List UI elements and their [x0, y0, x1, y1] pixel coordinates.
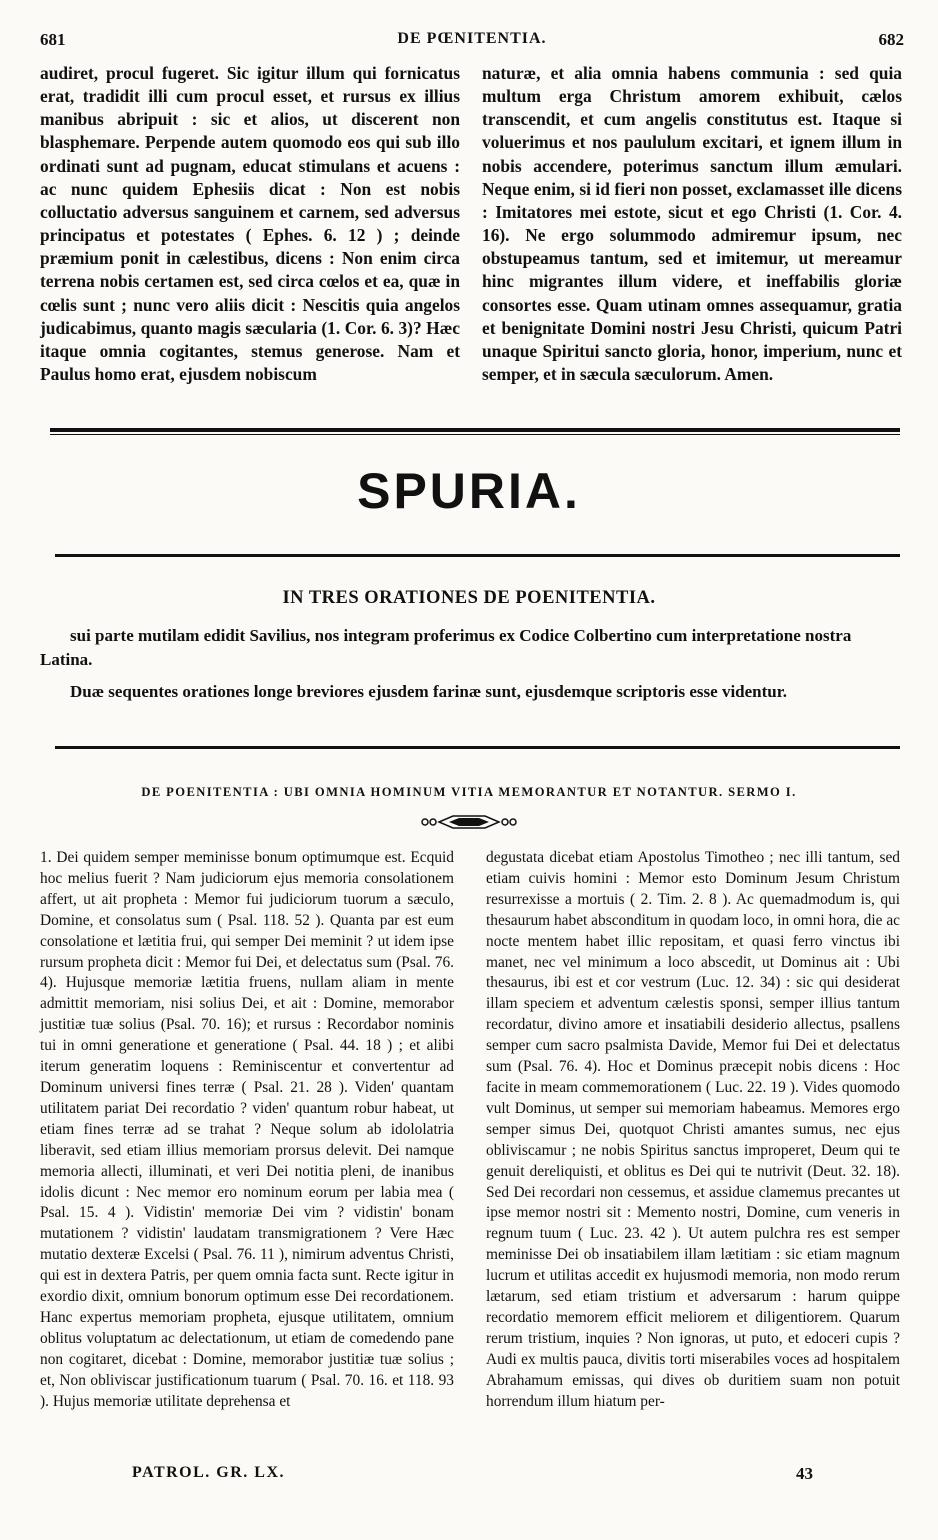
section-title: SPURIA. — [357, 463, 581, 519]
section-rule-bottom — [55, 746, 900, 749]
running-title: DE PŒNITENTIA. — [397, 30, 547, 47]
top-right-paragraph: naturæ, et alia omnia habens communia : sed quia multum erga Christum amorem exhibuit, cælos transcendit, et cum angelis constitutus est. Itaque si voluerimus et nos paululum excitari, et ignem illum in nobis accendere, poterimus sanctum illum æmulari. Neque enim, si id fieri non posset, exclamasset ille dicens : Imitatores mei estote, sicut et ego Christi (1. Cor. 4. 16). Ne ergo solummodo admiremur ipsum, nec obstupeamus tantum, sed et imitemur, ut mereamur hinc migrantes illum videre, et ineffabilis gloriæ consortes esse. Quam utinam omnes assequamur, gratia et benignitate Domini nostri Jesu Christi, quicum Patri unaque Spiritui sancto gloria, honor, imperium, nunc et semper, et in sæcula sæculorum. Amen. — [482, 63, 902, 385]
section-rule-top — [55, 554, 900, 557]
page-header — [40, 30, 904, 56]
bottom-right-column — [486, 848, 900, 1412]
top-left-paragraph: audiret, procul fugeret. Sic igitur illum qui fornicatus erat, tradidit illi cum procul esset, et rursus ex illius manibus abripuit : sic et alios, ut discerent non blasphemare. Perpende autem quomodo eos qui sub illo ordinati sunt ad pugnam, educat stimulans et acuens : ac nunc quidem Ephesiis dicat : Non est nobis colluctatio adversus sanguinem et carnem, sed adversus principatus et potestates ( Ephes. 6. 12 ) ; deinde præmium ponit in cælestibus, dicens : Non enim circa terrena nobis certamen est, sed circa cœlos et ea, quæ in cœlis sunt ; nunc vero aliis dicit : Nescitis quia angelos judicabimus, quanto magis sæcularia (1. Cor. 6. 3)? Hæc itaque omnia cogitantes, stemus generose. Nam et Paulus homo erat, ejusdem nobiscum — [40, 63, 460, 385]
subheading: IN TRES ORATIONES DE POENITENTIA. — [282, 588, 656, 608]
bottom-right-paragraph: degustata dicebat etiam Apostolus Timotheo ; nec illi tantum, sed etiam cuivis homini : Memor esto Dominum Jesum Christum resurrexisse a mortuis ( 2. Tim. 2. 8 ). Ac quemadmodum is, qui thesaurum habet absconditum in quodam loco, in omni hora, die ac nocte mentem habet illic repositam, et quasi ferro vinctus ibi manet, nec vel minimum a loco abscedit, ut Dominus ait : Ubi thesaurus, ibi est et cor vestrum (Luc. 12. 34) : sic qui desiderat illam speciem et adventum cælestis sponsi, semper illius tantum recordatur, divino amore et insatiabili desiderio allectus, psallens semper cum sacro psalmista Davide, Memor fui Dei et delectatus sum (Psal. 76. 4). Hoc et Dominus præcepit nobis dicens : Hoc facite in meam commemorationem ( Luc. 22. 19 ). Vides quomodo vult Dominus, ut semper sui memoriam habeamus. Memores ergo semper simus Dei, quotquot Christi amantes sumus, nec ejus obliviscamur ; ne nobis Spiritus sanctus improperet, Deum qui te genuit dereliquisti, et oblitus es Dei qui te nutrivit (Deut. 32. 18). Sed Dei recordari non cessemus, et assidue clamemus precantes ut ipse memor nostri sit : Memento nostri, Domine, cum veneris in regnum tuum ( Luc. 23. 42 ). Ut autem pulchra res est semper meminisse Dei ob insatiabilem illam lætitiam : sic etiam magnum lucrum et utilitas accedit ex hujusmodi memoria, non modo rerum lætarum, sed etiam tristium et adversarum : harum quippe recordatio memorem efficit meliorem et diligentiorem. Quarum rerum tristium, inquies ? Non ignoras, ut puto, et edoceri cupis ? Audi ex multis pauca, divitis torti miserabiles voces ad hospitalem Abrahamum emissas, qui dives ob duritiem suam non potuit horrendum illum hiatum per- — [486, 849, 900, 1410]
series-footer: PATROL. GR. LX. — [132, 1464, 286, 1481]
bottom-left-column — [40, 848, 454, 1412]
page-footer — [0, 1464, 938, 1486]
page-number-right: 682 — [878, 30, 904, 49]
ornament-icon — [419, 814, 519, 830]
intro-paragraph-1: sui parte mutilam edidit Savilius, nos integram proferimus ex Codice Colbertino cum interpretatione nostra Latina. — [40, 626, 852, 669]
sermon-title: DE POENITENTIA : UBI OMNIA HOMINUM VITIA MEMORANTUR ET NOTANTUR. SERMO I. — [141, 785, 797, 799]
intro-paragraph-2: Duæ sequentes orationes longe breviores ejusdem farinæ sunt, ejusdemque scriptoris esse videntur. — [70, 682, 787, 701]
signature-number: 43 — [796, 1464, 813, 1483]
section-divider-double — [50, 428, 900, 435]
page-number-left: 681 — [40, 30, 66, 49]
top-left-column — [40, 62, 460, 386]
bottom-left-paragraph: 1. Dei quidem semper meminisse bonum optimumque est. Ecquid hoc melius fuerit ? Nam judiciorum ejus memoria consolationem affert, ut ait propheta : Memor fui judiciorum tuorum a sæculo, Domine, et consolatus sum ( Psal. 118. 52 ). Quanta par est eum consolatione et lætitia frui, qui semper Dei meminit ? ut idem ipse rursum propheta dicit : Memor fui Dei, et delectatus sum (Psal. 76. 4). Hujusque memoriæ lætitia fruens, nullam aliam in mente admittit memoriam, nisi solius Dei, et ait : Domine, memorabor justitiæ tuæ solius (Psal. 70. 16); et rursus : Recordabor nominis tui in omni generatione et generatione ( Psal. 44. 18 ) ; et alibi iterum generatim loquens : Reminiscentur et convertentur ad Dominum universi fines terræ ( Psal. 21. 28 ). Viden' quantam utilitatem pariat Dei recordatio ? viden' quantum robur habeat, ut etiam fines terræ ad se trahat ? Neque solum ab idololatria liberavit, sed etiam illius memoriam prorsus delevit. Dei namque memoria allecti, illuminati, et veri Dei notitia pleni, de inanibus idolis dicunt : Nec memor ero nominum eorum per labia mea ( Psal. 15. 4 ). Vidistin' memoriæ Dei vim ? vidistin' bonam mutationem ? vidistin' laudatam transmigrationem ? Vere Hæc mutatio dexteræ Excelsi ( Psal. 76. 11 ), nimirum adventus Christi, qui est in dextera Patris, per quem omnia facta sunt. Recte igitur in exordio dixit, omnium bonorum optimum esse Dei recordationem. Hanc expertus memoriam propheta, ejusque utilitatem, omnium oblitus voluptatum ac delectationum, ut etiam de comedendo pane non cogitaret, dicebat : Domine, memorabor justitiæ tuæ solius ; et, Non obliviscar justificationum tuarum ( Psal. 70. 16. et 118. 93 ). Hujus memoriæ utilitate deprehensa et — [40, 849, 454, 1410]
top-right-column — [482, 62, 902, 386]
